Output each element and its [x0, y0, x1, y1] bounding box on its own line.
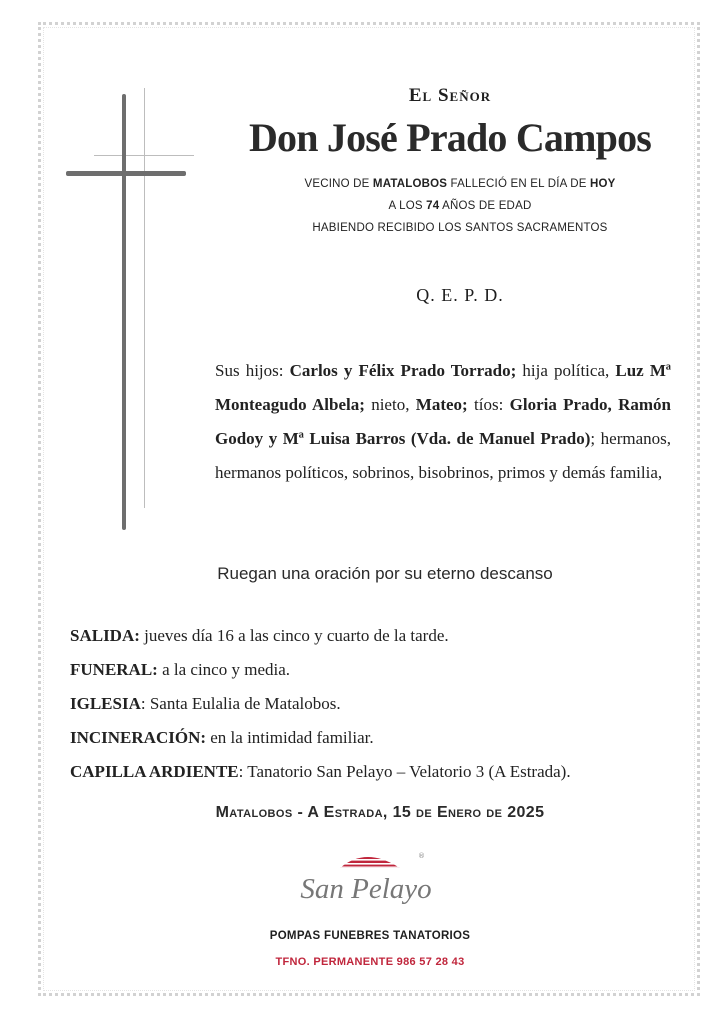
- company-tagline: POMPAS FUNEBRES TANATORIOS: [269, 930, 471, 942]
- detail-capilla: CAPILLA ARDIENTE: Tanatorio San Pelayo – Velatorio 3 (A Estrada).: [70, 762, 571, 781]
- detail-funeral: FUNERAL: a la cinco y media.: [70, 660, 291, 679]
- intro-line-3: HABIENDO RECIBIDO LOS SANTOS SACRAMENTOS: [312, 222, 608, 234]
- deceased-name: Don José Prado Campos: [248, 115, 652, 160]
- place-date-line: Matalobos - A Estrada, 15 de Enero de 2025: [215, 804, 545, 821]
- san-pelayo-logo: [296, 846, 436, 916]
- detail-salida: SALIDA: jueves día 16 a las cinco y cuarto de la tarde.: [70, 626, 449, 645]
- svg-text:®: ®: [418, 852, 425, 860]
- title-el-senor: El Señor: [408, 85, 492, 106]
- service-details: [70, 624, 690, 794]
- phone-number: TFNO. PERMANENTE 986 57 28 43: [275, 956, 465, 968]
- family-paragraph: Sus hijos: Carlos y Félix Prado Torrado; hija política, Luz Mª Monteagudo Albela; nieto, Mateo; tíos: Gloria Prado, Ramón Godoy y Mª Luisa Barros (Vda. de Manuel Prado); hermanos, hermanos políticos, sobrinos, bisobrinos, primos y demás familia,: [215, 361, 672, 482]
- prayer-request: Ruegan una oración por su eterno descanso: [217, 564, 553, 583]
- svg-text:San Pelayo: San Pelayo: [300, 873, 432, 905]
- detail-incineracion: INCINERACIÓN: en la intimidad familiar.: [70, 728, 374, 747]
- intro-line-1: VECINO DE MATALOBOS FALLECIÓ EN EL DÍA DE HOY: [304, 178, 616, 190]
- detail-iglesia: IGLESIA: Santa Eulalia de Matalobos.: [70, 694, 341, 713]
- intro-line-2: A LOS 74 AÑOS DE EDAD: [388, 200, 532, 212]
- qepd-text: Q. E. P. D.: [416, 285, 504, 305]
- sunrise-icon: [336, 855, 406, 868]
